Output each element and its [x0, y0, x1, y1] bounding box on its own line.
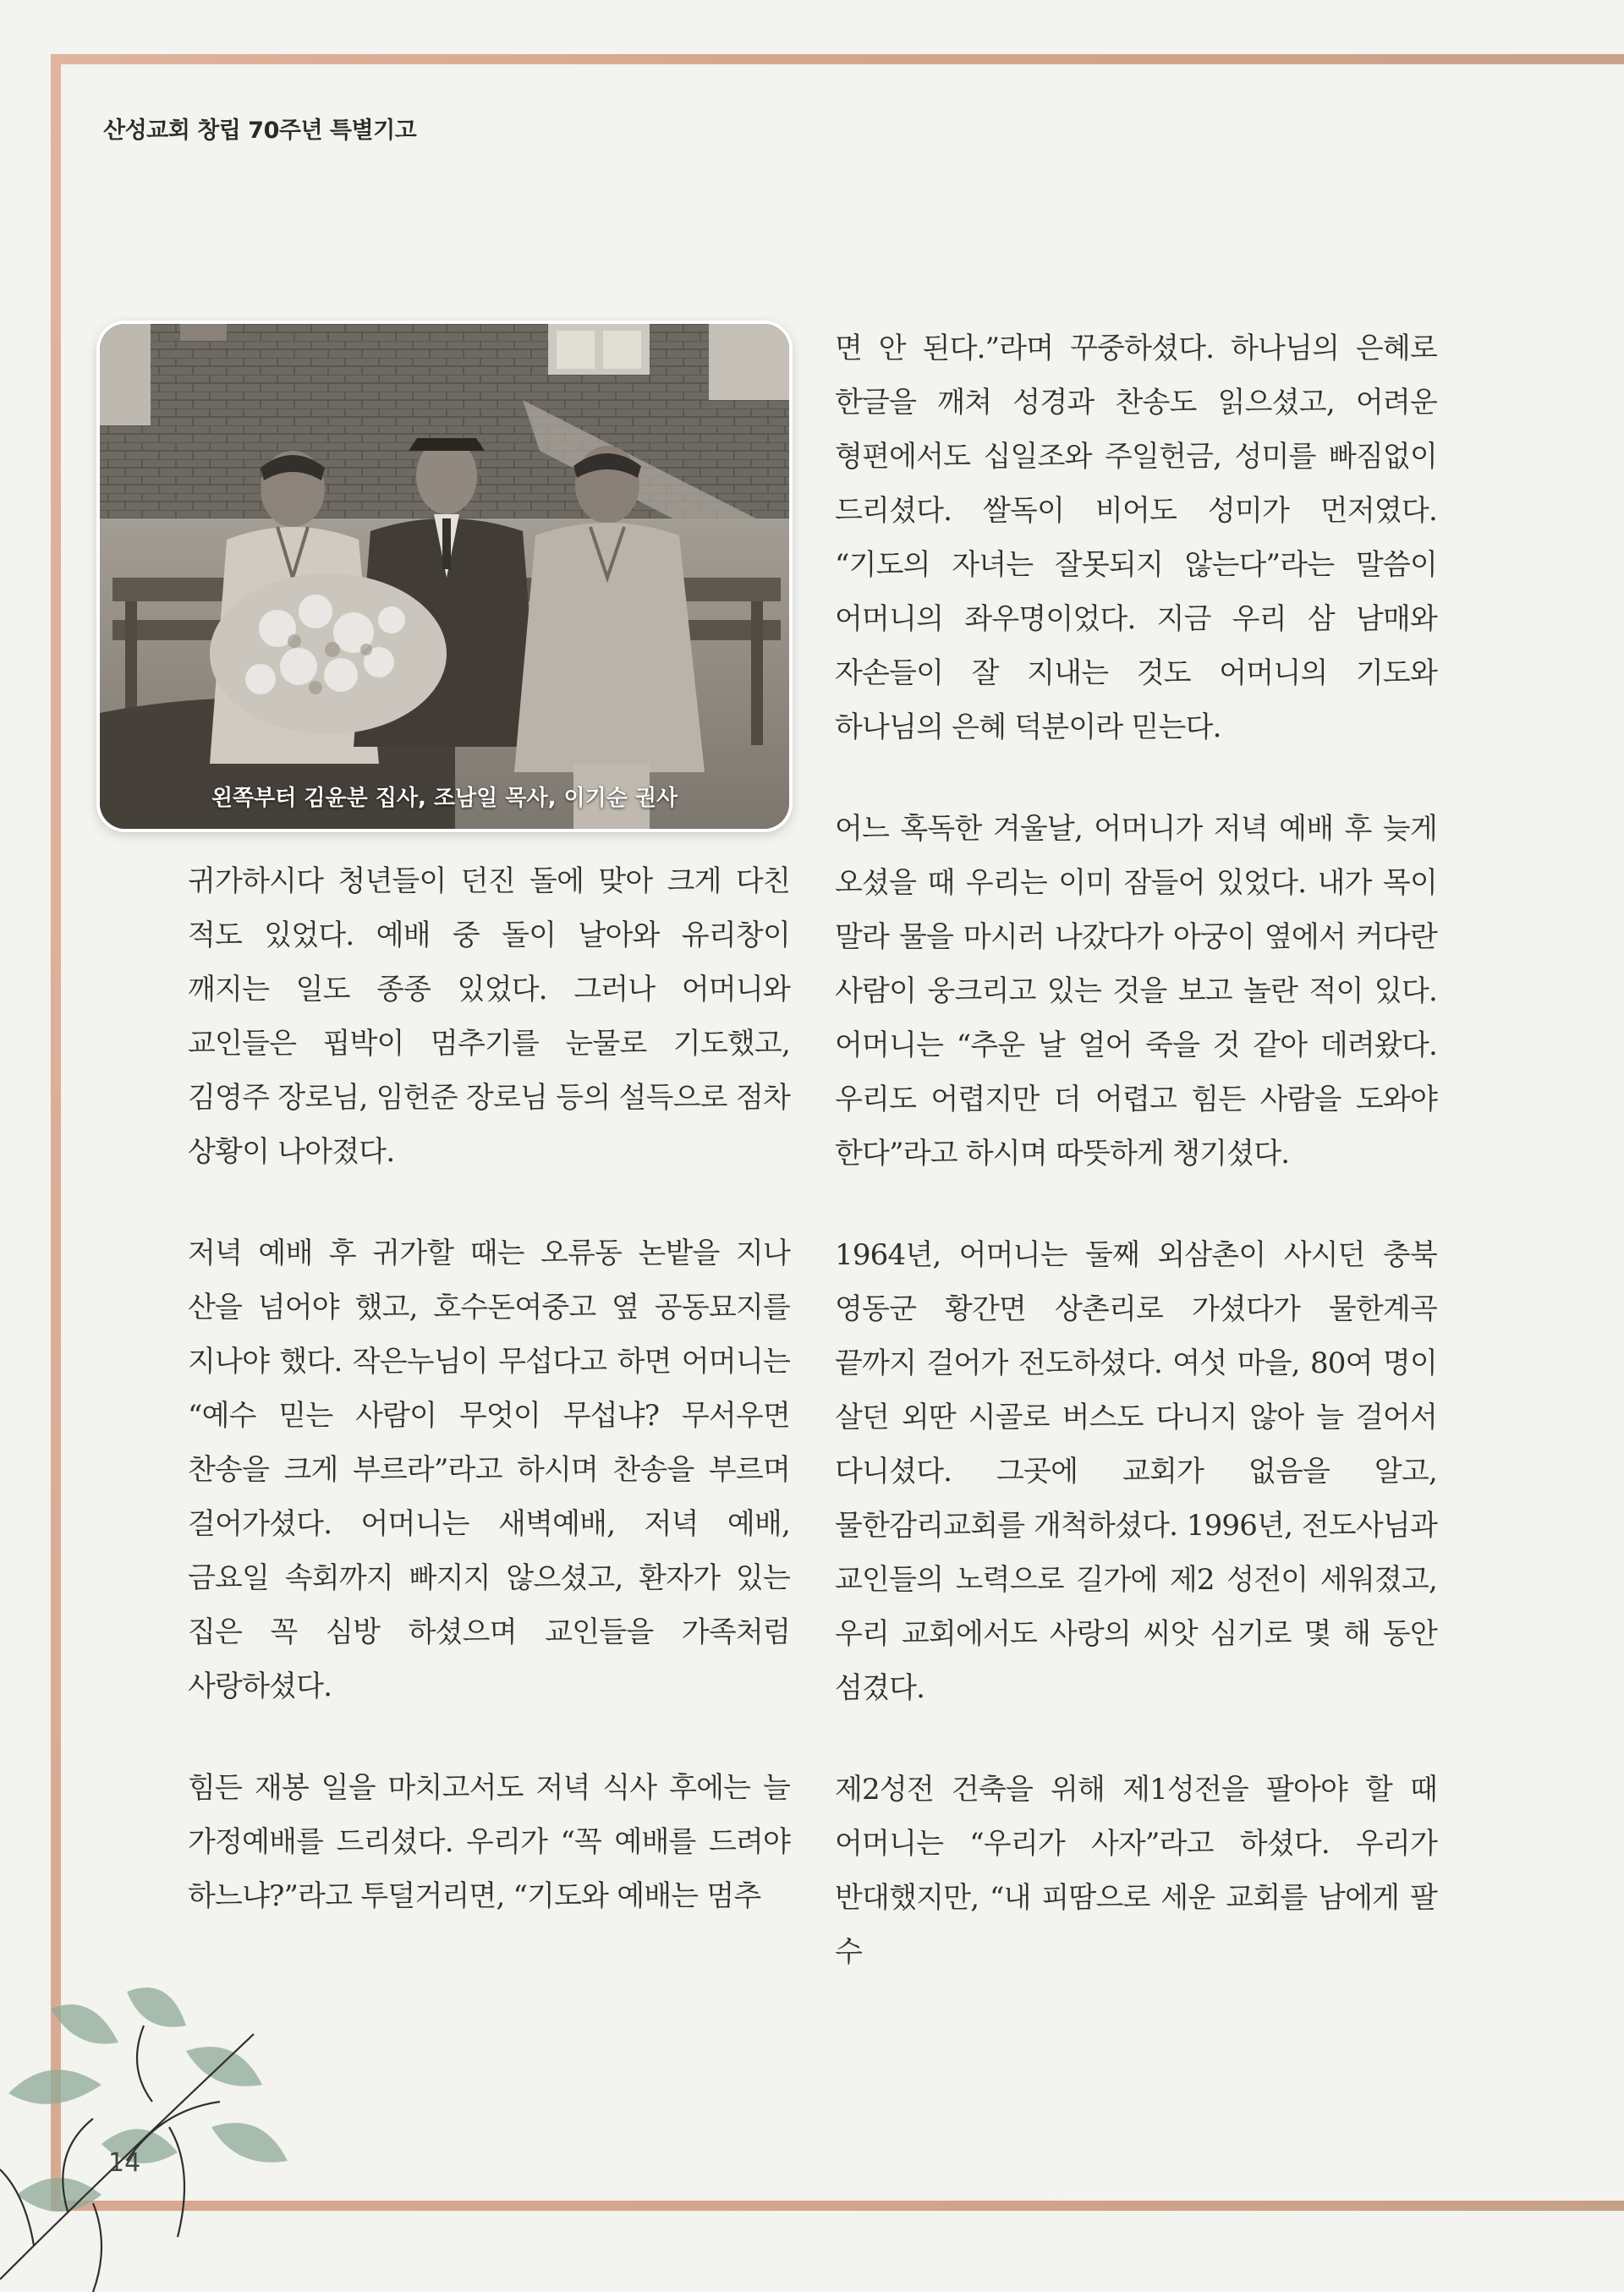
- article-left-column: [188, 854, 790, 1923]
- article-paragraph: 저녁 예배 후 귀가할 때는 오류동 논밭을 지나 산을 넘어야 했고, 호수돈여중고 옆 공동묘지를 지나야 했다. 작은누님이 무섭다고 하면 어머니는 “예수 믿는 사람이 무엇이 무섭냐? 무서우면 찬송을 크게 부르라”라고 하시며 찬송을 부르며 걸어가셨다. 어머니는 새벽예배, 저녁 예배, 금요일 속회까지 빠지지 않으셨고, 환자가 있는 집은 꼭 심방 하셨으며 교인들을 가족처럼 사랑하셨다.: [188, 1236, 790, 1703]
- page-number: 14: [108, 2148, 141, 2178]
- article-paragraph: 면 안 된다.”라며 꾸중하셨다. 하나님의 은혜로 한글을 깨쳐 성경과 찬송도 읽으셨고, 어려운 형편에서도 십일조와 주일헌금, 성미를 빠짐없이 드리셨다. 쌀독이 비어도 성미가 먼저였다. “기도의 자녀는 잘못되지 않는다”라는 말씀이 어머니의 좌우명이었다. 지금 우리 삼 남매와 자손들이 잘 지내는 것도 어머니의 기도와 하나님의 은혜 덕분이라 믿는다.: [835, 332, 1437, 744]
- leaf-decoration-icon: [0, 1958, 355, 2292]
- article-paragraph: 귀가하시다 청년들이 던진 돌에 맞아 크게 다친 적도 있었다. 예배 중 돌이 날아와 유리창이 깨지는 일도 종종 있었다. 그러나 어머니와 교인들은 핍박이 멈추기를 눈물로 기도했고, 김영주 장로님, 임헌준 장로님 등의 설득으로 점차 상황이 나아졌다.: [188, 864, 790, 1169]
- page-header: 산성교회 창립 70주년 특별기고: [103, 118, 417, 144]
- vintage-photo-icon: [100, 324, 789, 829]
- photo-caption: 왼쪽부터 김윤분 집사, 조남일 목사, 이기순 권사: [211, 786, 678, 811]
- article-paragraph: 힘든 재봉 일을 마치고서도 저녁 식사 후에는 늘 가정예배를 드리셨다. 우리가 “꼭 예배를 드려야 하느냐?”라고 투덜거리면, “기도와 예배는 멈추: [188, 1771, 790, 1913]
- article-paragraph: 제2성전 건축을 위해 제1성전을 팔아야 할 때 어머니는 “우리가 사자”라고 하셨다. 우리가 반대했지만, “내 피땀으로 세운 교회를 남에게 팔 수: [835, 1773, 1437, 1969]
- article-paragraph: 1964년, 어머니는 둘째 외삼촌이 사시던 충북 영동군 황간면 상촌리로 가셨다가 물한계곡 끝까지 걸어가 전도하셨다. 여섯 마을, 80여 명이 살던 외딴 시골로 버스도 다니지 않아 늘 걸어서 다니셨다. 그곳에 교회가 없음을 알고, 물한감리교회를 개척하셨다. 1996년, 전도사님과 교인들의 노력으로 길가에 제2 성전이 세워졌고, 우리 교회에서도 사랑의 씨앗 심기로 몇 해 동안 섬겼다.: [835, 1238, 1437, 1705]
- frame-top-border: [51, 54, 1624, 64]
- article-paragraph: 어느 혹독한 겨울날, 어머니가 저녁 예배 후 늦게 오셨을 때 우리는 이미 잠들어 있었다. 내가 목이 말라 물을 마시러 나갔다가 아궁이 옆에서 커다란 사람이 웅크리고 있는 것을 보고 놀란 적이 있다. 어머니는 “추운 날 얼어 죽을 것 같아 데려왔다. 우리도 어렵지만 더 어렵고 힘든 사람을 도와야 한다”라고 하시며 따뜻하게 챙기셨다.: [835, 812, 1437, 1171]
- article-right-column: [835, 321, 1437, 1979]
- frame-left-border: [51, 54, 61, 2211]
- historical-photo: [100, 324, 789, 829]
